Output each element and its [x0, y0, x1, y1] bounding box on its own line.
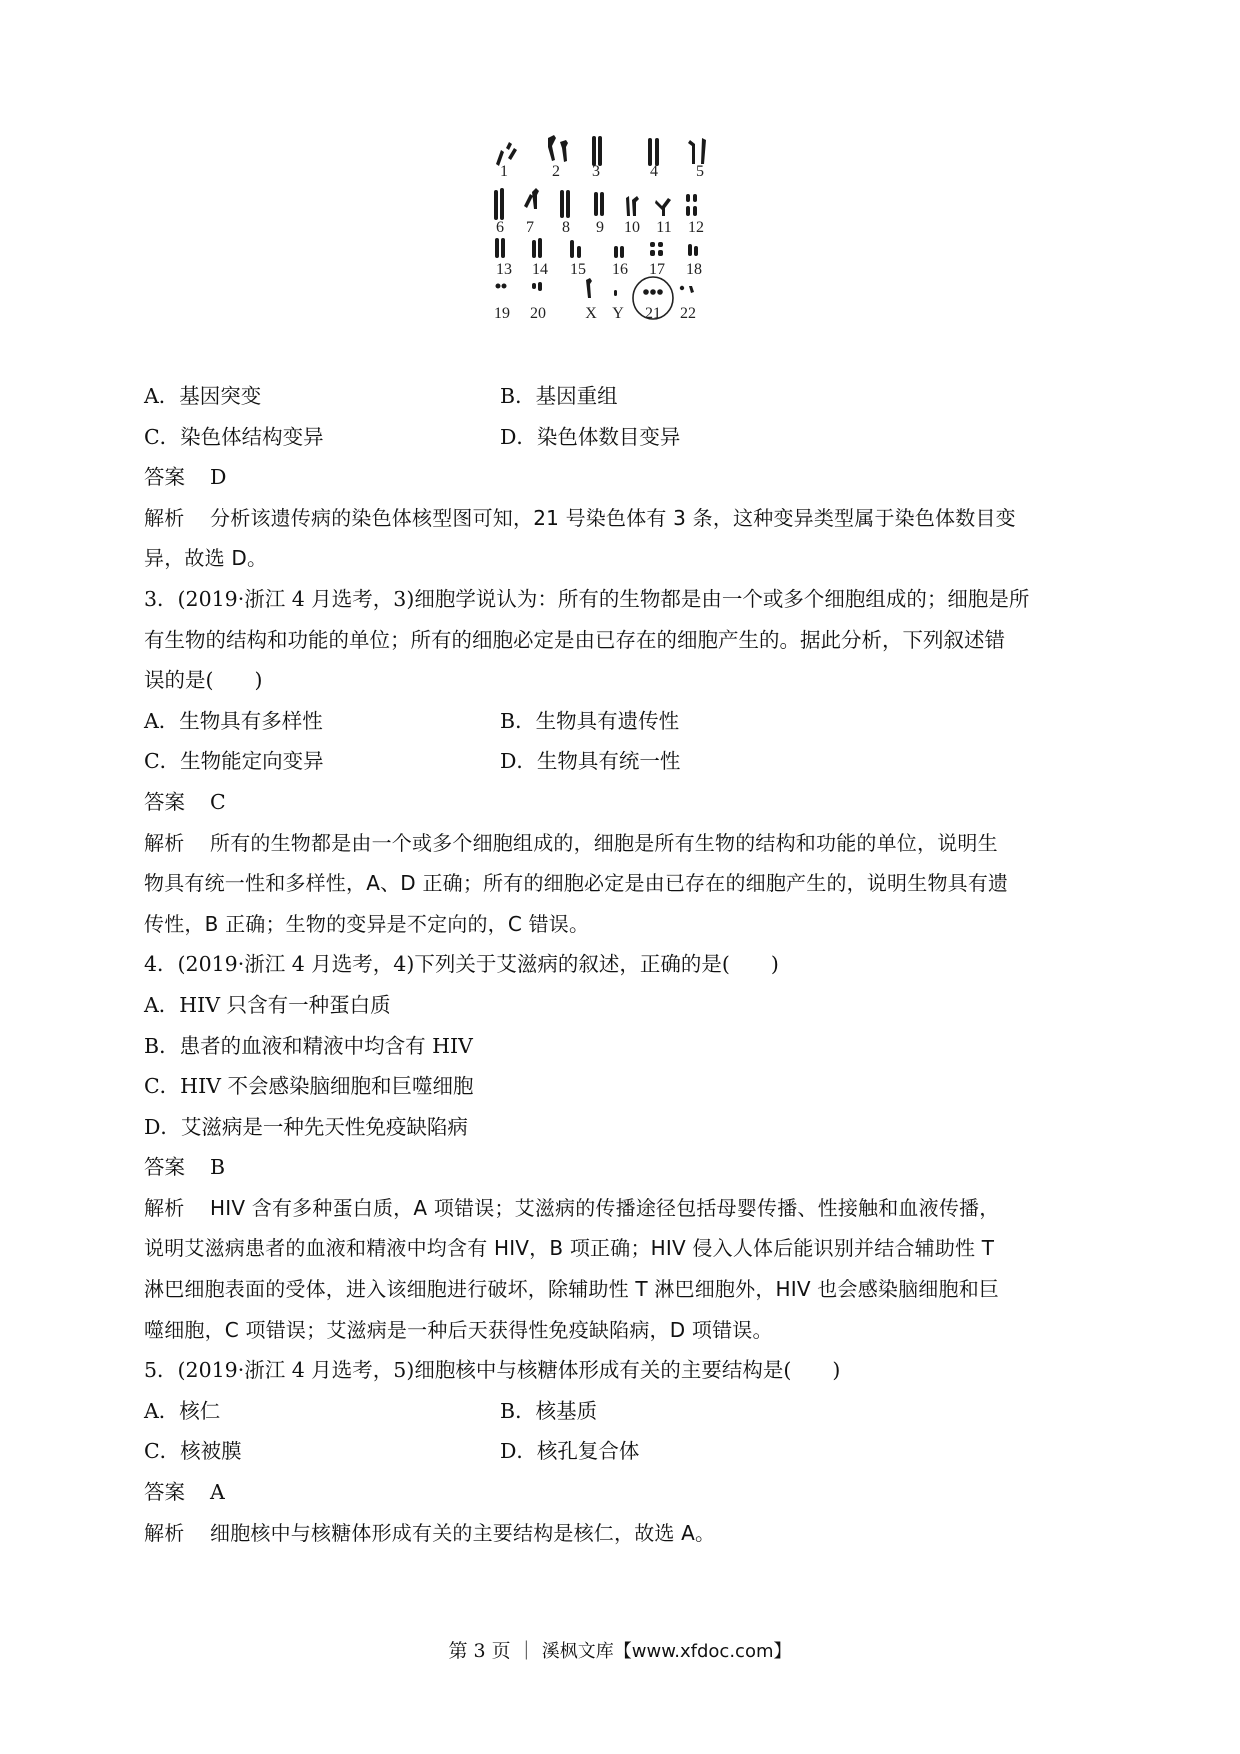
- q5-option-d: D．核孔复合体: [500, 1439, 640, 1464]
- label-12: 12: [688, 219, 704, 236]
- answer-label: 答案: [144, 465, 185, 490]
- label-3: 3: [592, 163, 600, 180]
- q2-options-row-1: [144, 376, 1082, 417]
- q2-option-c: C．染色体结构变异: [144, 424, 324, 449]
- label-18: 18: [686, 261, 702, 278]
- label-2: 2: [552, 163, 560, 180]
- q4-analysis-line-2: 说明艾滋病患者的血液和精液中均含有 HIV，B 项正确；HIV 侵入人体后能识别并结合辅助性 T: [144, 1236, 995, 1261]
- q5-analysis: [144, 1513, 1082, 1554]
- label-y: Y: [612, 305, 624, 322]
- q2-answer: [144, 457, 1082, 498]
- q3-option-c: C．生物能定向变异: [144, 749, 324, 774]
- label-19: 19: [494, 305, 510, 322]
- answer-label: 答案: [144, 1155, 185, 1180]
- label-11: 11: [656, 219, 672, 236]
- label-10: 10: [624, 219, 640, 236]
- q2-analysis-line-2: 异，故选 D。: [144, 546, 268, 571]
- q4-analysis-line-3: 淋巴细胞表面的受体，进入该细胞进行破坏，除辅助性 T 淋巴细胞外，HIV 也会感染脑细胞和巨: [144, 1277, 1000, 1302]
- q4-analysis-line-1: [144, 1188, 1082, 1229]
- label-13: 13: [496, 261, 512, 278]
- analysis-text: 所有的生物都是由一个或多个细胞组成的，细胞是所有生物的结构和功能的单位，说明生: [210, 830, 998, 855]
- q2-analysis-line-1: [144, 498, 1082, 539]
- q4-option-b: B．患者的血液和精液中均含有 HIV: [144, 1033, 473, 1058]
- q4-answer: [144, 1147, 1082, 1188]
- q2-option-b: B．基因重组: [500, 384, 618, 408]
- analysis-text: HIV 含有多种蛋白质，A 项错误；艾滋病的传播途径包括母婴传播、性接触和血液传播，: [210, 1195, 1000, 1220]
- q4-option-c: C．HIV 不会感染脑细胞和巨噬细胞: [144, 1074, 474, 1099]
- label-20: 20: [530, 305, 546, 322]
- label-1: 1: [500, 163, 508, 180]
- q3-stem-line-3: 误的是( ): [144, 668, 263, 693]
- q3-answer: [144, 782, 1082, 823]
- label-4: 4: [650, 163, 658, 180]
- answer-value: B: [210, 1155, 226, 1180]
- label-7: 7: [526, 219, 534, 236]
- answer-value: A: [210, 1480, 225, 1505]
- q4-analysis-line-4: 噬细胞，C 项错误；艾滋病是一种后天获得性免疫缺陷病，D 项错误。: [144, 1317, 773, 1342]
- analysis-text: 细胞核中与核糖体形成有关的主要结构是核仁，故选 A。: [210, 1520, 716, 1545]
- analysis-label: 解析: [144, 830, 185, 855]
- answer-value: D: [210, 465, 227, 490]
- label-8: 8: [562, 219, 570, 236]
- q2-option-d: D．染色体数目变异: [500, 424, 681, 449]
- answer-label: 答案: [144, 789, 185, 814]
- q2-options-row-2: [144, 417, 1082, 458]
- q3-options-row-1: [144, 701, 1082, 742]
- q4-stem: 4．(2019·浙江 4 月选考，4)下列关于艾滋病的叙述，正确的是( ): [144, 952, 779, 977]
- footer-site-link[interactable]: 溪枫文库【www.xfdoc.com】: [541, 1641, 792, 1662]
- q5-option-b: B．核基质: [500, 1398, 598, 1423]
- label-21: 21: [645, 305, 661, 322]
- label-6: 6: [496, 219, 504, 236]
- q3-analysis-line-3: 传性，B 正确；生物的变异是不定向的，C 错误。: [144, 911, 590, 936]
- label-9: 9: [596, 219, 604, 236]
- label-x: X: [585, 305, 597, 322]
- q4-option-d: D．艾滋病是一种先天性免疫缺陷病: [144, 1114, 468, 1139]
- label-14: 14: [532, 261, 548, 278]
- q3-stem-line-1: 3．(2019·浙江 4 月选考，3)细胞学说认为：所有的生物都是由一个或多个细胞组成的；细胞是所: [144, 586, 1030, 611]
- label-22: 22: [680, 305, 696, 322]
- q5-option-c: C．核被膜: [144, 1439, 242, 1464]
- q5-option-a: A．核仁: [144, 1398, 221, 1423]
- label-16: 16: [612, 261, 628, 278]
- footer-separator: ｜: [516, 1640, 536, 1662]
- page-footer: [0, 1636, 1240, 1663]
- page-number: 第 3 页: [448, 1640, 511, 1662]
- chromosome-shapes: [494, 135, 706, 298]
- karyotype-figure: [490, 128, 740, 364]
- question-content: [144, 376, 1082, 1553]
- q3-options-row-2: [144, 741, 1082, 782]
- answer-value: C: [210, 789, 226, 814]
- q3-option-a: A．生物具有多样性: [144, 708, 323, 733]
- q3-analysis-line-1: [144, 823, 1082, 864]
- q5-stem: 5．(2019·浙江 4 月选考，5)细胞核中与核糖体形成有关的主要结构是( ): [144, 1358, 841, 1383]
- q5-answer: [144, 1472, 1082, 1513]
- label-17: 17: [649, 261, 665, 278]
- q3-option-d: D．生物具有统一性: [500, 749, 681, 774]
- q5-options-row-2: [144, 1431, 1082, 1472]
- q3-stem-line-2: 有生物的结构和功能的单位；所有的细胞必定是由已存在的细胞产生的。据此分析，下列叙述错: [144, 627, 1005, 652]
- analysis-label: 解析: [144, 505, 185, 530]
- answer-label: 答案: [144, 1480, 185, 1505]
- analysis-label: 解析: [144, 1195, 185, 1220]
- q4-option-a: A．HIV 只含有一种蛋白质: [144, 992, 391, 1017]
- q3-analysis-line-2: 物具有统一性和多样性，A、D 正确；所有的细胞必定是由已存在的细胞产生的，说明生物具有遗: [144, 871, 1009, 896]
- analysis-label: 解析: [144, 1520, 185, 1545]
- label-15: 15: [570, 261, 586, 278]
- q3-option-b: B．生物具有遗传性: [500, 708, 680, 733]
- analysis-text: 分析该遗传病的染色体核型图可知，21 号染色体有 3 条，这种变异类型属于染色体数目变: [210, 505, 1016, 530]
- q2-option-a: A．基因突变: [144, 384, 262, 408]
- label-5: 5: [696, 163, 704, 180]
- q5-options-row-1: [144, 1391, 1082, 1432]
